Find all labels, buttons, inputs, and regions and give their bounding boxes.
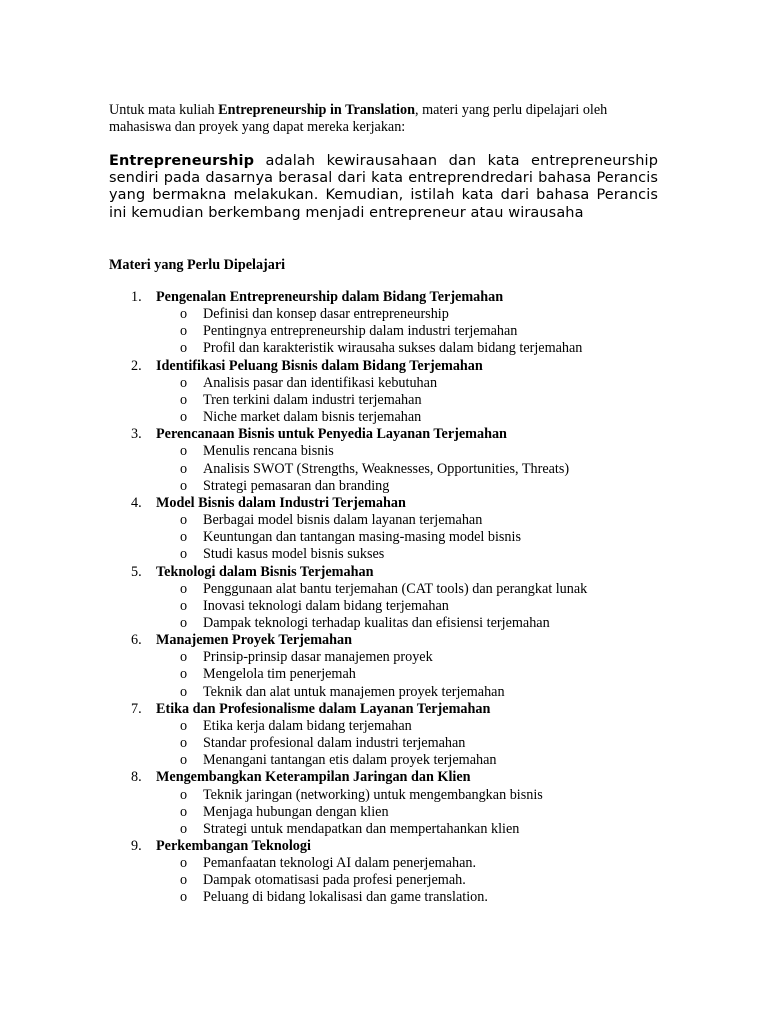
intro-suffix: , materi yang perlu dipelajari oleh mahasiswa dan proyek yang dapat mereka kerjakan: bbox=[109, 102, 608, 135]
bullet-icon: o bbox=[180, 460, 188, 477]
topic-title: Identifikasi Peluang Bisnis dalam Bidang Terjemahan bbox=[156, 357, 483, 374]
bullet-icon: o bbox=[180, 649, 188, 666]
subtopic-item bbox=[109, 581, 709, 598]
topic-heading bbox=[109, 426, 709, 443]
subtopic-text: Mengelola tim penerjemah bbox=[203, 666, 356, 683]
subtopic-text: Standar profesional dalam industri terjemahan bbox=[203, 735, 466, 752]
subtopic-item bbox=[109, 752, 709, 769]
topic-number: 9. bbox=[131, 838, 142, 854]
topic-title: Model Bisnis dalam Industri Terjemahan bbox=[156, 494, 406, 511]
bullet-icon: o bbox=[180, 391, 188, 408]
topic-heading bbox=[109, 495, 709, 512]
subtopic-item bbox=[109, 443, 709, 460]
topic-item bbox=[109, 838, 709, 907]
subtopic-text: Inovasi teknologi dalam bidang terjemahan bbox=[203, 597, 449, 614]
subtopic-text: Teknik jaringan (networking) untuk mengembangkan bisnis bbox=[203, 786, 543, 803]
subtopic-text: Penggunaan alat bantu terjemahan (CAT tools) dan perangkat lunak bbox=[203, 580, 588, 597]
subtopic-text: Tren terkini dalam industri terjemahan bbox=[203, 391, 422, 408]
bullet-icon: o bbox=[180, 529, 188, 546]
topic-number: 5. bbox=[131, 563, 142, 580]
materials-heading: Materi yang Perlu Dipelajari bbox=[109, 257, 286, 273]
bullet-icon: o bbox=[180, 323, 188, 340]
subtopic-text: Prinsip-prinsip dasar manajemen proyek bbox=[203, 649, 433, 666]
topic-heading bbox=[109, 632, 709, 649]
subtopic-item bbox=[109, 855, 709, 872]
topic-list bbox=[109, 289, 709, 907]
subtopic-item bbox=[109, 787, 709, 804]
subtopic-item bbox=[109, 718, 709, 735]
subtopic-text: Niche market dalam bisnis terjemahan bbox=[203, 409, 422, 426]
subtopic-text: Peluang di bidang lokalisasi dan game translation. bbox=[203, 889, 488, 906]
subtopic-item bbox=[109, 323, 709, 340]
intro-prefix: Untuk mata kuliah bbox=[109, 102, 219, 118]
topic-number: 8. bbox=[131, 769, 142, 786]
bullet-icon: o bbox=[180, 477, 188, 494]
subtopic-text: Profil dan karakteristik wirausaha sukses dalam bidang terjemahan bbox=[203, 340, 583, 357]
bullet-icon: o bbox=[180, 340, 188, 357]
subtopic-item bbox=[109, 392, 709, 409]
subtopic-list bbox=[109, 512, 709, 563]
subtopic-item bbox=[109, 409, 709, 426]
bullet-icon: o bbox=[180, 512, 188, 529]
topic-number: 6. bbox=[131, 632, 142, 649]
subtopic-list bbox=[109, 649, 709, 700]
topic-number: 2. bbox=[131, 357, 142, 374]
subtopic-item bbox=[109, 478, 709, 495]
topic-heading bbox=[109, 701, 709, 718]
topic-heading bbox=[109, 564, 709, 581]
subtopic-item bbox=[109, 735, 709, 752]
subtopic-list bbox=[109, 581, 709, 632]
course-name: Entrepreneurship in Translation bbox=[218, 102, 415, 118]
topic-item bbox=[109, 769, 709, 838]
subtopic-text: Berbagai model bisnis dalam layanan terjemahan bbox=[203, 512, 483, 529]
bullet-icon: o bbox=[180, 443, 188, 460]
subtopic-item bbox=[109, 804, 709, 821]
bullet-icon: o bbox=[180, 666, 188, 683]
topic-heading bbox=[109, 358, 709, 375]
topic-title: Etika dan Profesionalisme dalam Layanan Terjemahan bbox=[156, 700, 491, 717]
subtopic-list bbox=[109, 306, 709, 357]
subtopic-text: Menjaga hubungan dengan klien bbox=[203, 803, 389, 820]
bullet-icon: o bbox=[180, 597, 188, 614]
topic-title: Manajemen Proyek Terjemahan bbox=[156, 632, 352, 649]
subtopic-text: Analisis SWOT (Strengths, Weaknesses, Opportunities, Threats) bbox=[203, 460, 570, 477]
bullet-icon: o bbox=[180, 683, 188, 700]
topic-item bbox=[109, 358, 709, 427]
subtopic-list bbox=[109, 787, 709, 838]
subtopic-item bbox=[109, 375, 709, 392]
subtopic-item bbox=[109, 306, 709, 323]
topic-title: Perencanaan Bisnis untuk Penyedia Layanan Terjemahan bbox=[156, 426, 507, 443]
subtopic-text: Etika kerja dalam bidang terjemahan bbox=[203, 717, 412, 734]
bullet-icon: o bbox=[180, 872, 188, 889]
definition-text: adalah kewirausahaan dan kata entrepreneurship sendiri pada dasarnya berasal dari kata entreprendredari bahasa Perancis yang bermakna melakukan. Kemudian, istilah kata dari bahasa Perancis ini kemudian berkembang menjadi entrepreneur atau wirausaha bbox=[109, 153, 658, 221]
subtopic-text: Definisi dan konsep dasar entrepreneurship bbox=[203, 306, 449, 323]
intro-paragraph bbox=[109, 102, 659, 136]
topic-item bbox=[109, 701, 709, 770]
topic-heading bbox=[109, 838, 709, 855]
topic-number: 4. bbox=[131, 494, 142, 511]
subtopic-text: Teknik dan alat untuk manajemen proyek terjemahan bbox=[203, 683, 505, 700]
bullet-icon: o bbox=[180, 546, 188, 563]
subtopic-item bbox=[109, 666, 709, 683]
subtopic-item bbox=[109, 821, 709, 838]
subtopic-text: Pentingnya entrepreneurship dalam industri terjemahan bbox=[203, 323, 518, 340]
subtopic-text: Keuntungan dan tantangan masing-masing model bisnis bbox=[203, 529, 521, 546]
subtopic-text: Strategi untuk mendapatkan dan mempertahankan klien bbox=[203, 820, 520, 837]
topic-heading bbox=[109, 769, 709, 786]
topic-title: Perkembangan Teknologi bbox=[156, 838, 311, 854]
topic-item bbox=[109, 289, 709, 358]
subtopic-list bbox=[109, 375, 709, 426]
topic-number: 7. bbox=[131, 700, 142, 717]
subtopic-text: Analisis pasar dan identifikasi kebutuhan bbox=[203, 374, 438, 391]
subtopic-text: Dampak teknologi terhadap kualitas dan efisiensi terjemahan bbox=[203, 614, 550, 631]
topic-item bbox=[109, 564, 709, 633]
topic-number: 1. bbox=[131, 289, 142, 305]
topic-title: Teknologi dalam Bisnis Terjemahan bbox=[156, 563, 374, 580]
bullet-icon: o bbox=[180, 580, 188, 597]
subtopic-text: Menangani tantangan etis dalam proyek terjemahan bbox=[203, 752, 497, 769]
subtopic-item bbox=[109, 340, 709, 357]
bullet-icon: o bbox=[180, 735, 188, 752]
subtopic-text: Dampak otomatisasi pada profesi penerjemah. bbox=[203, 872, 466, 889]
bullet-icon: o bbox=[180, 889, 188, 906]
bullet-icon: o bbox=[180, 614, 188, 631]
topic-item bbox=[109, 495, 709, 564]
subtopic-text: Menulis rencana bisnis bbox=[203, 443, 334, 460]
bullet-icon: o bbox=[180, 820, 188, 837]
topic-item bbox=[109, 632, 709, 701]
topic-item bbox=[109, 426, 709, 495]
definition-paragraph bbox=[109, 153, 658, 222]
subtopic-item bbox=[109, 546, 709, 563]
subtopic-item bbox=[109, 529, 709, 546]
topic-title: Pengenalan Entrepreneurship dalam Bidang Terjemahan bbox=[156, 289, 504, 305]
subtopic-list bbox=[109, 855, 709, 906]
bullet-icon: o bbox=[180, 855, 188, 872]
bullet-icon: o bbox=[180, 409, 188, 426]
subtopic-item bbox=[109, 615, 709, 632]
topic-number: 3. bbox=[131, 426, 142, 443]
subtopic-text: Strategi pemasaran dan branding bbox=[203, 477, 390, 494]
bullet-icon: o bbox=[180, 717, 188, 734]
subtopic-text: Pemanfaatan teknologi AI dalam penerjemahan. bbox=[203, 855, 477, 872]
subtopic-item bbox=[109, 872, 709, 889]
subtopic-item bbox=[109, 649, 709, 666]
bullet-icon: o bbox=[180, 306, 188, 323]
subtopic-list bbox=[109, 718, 709, 769]
bullet-icon: o bbox=[180, 786, 188, 803]
subtopic-list bbox=[109, 443, 709, 494]
topic-title: Mengembangkan Keterampilan Jaringan dan Klien bbox=[156, 769, 471, 786]
bullet-icon: o bbox=[180, 374, 188, 391]
subtopic-item bbox=[109, 889, 709, 906]
bullet-icon: o bbox=[180, 752, 188, 769]
definition-term: Entrepreneurship bbox=[109, 153, 255, 169]
topic-heading bbox=[109, 289, 709, 306]
subtopic-item bbox=[109, 598, 709, 615]
bullet-icon: o bbox=[180, 803, 188, 820]
subtopic-item bbox=[109, 684, 709, 701]
subtopic-text: Studi kasus model bisnis sukses bbox=[203, 546, 385, 563]
subtopic-item bbox=[109, 512, 709, 529]
subtopic-item bbox=[109, 461, 709, 478]
